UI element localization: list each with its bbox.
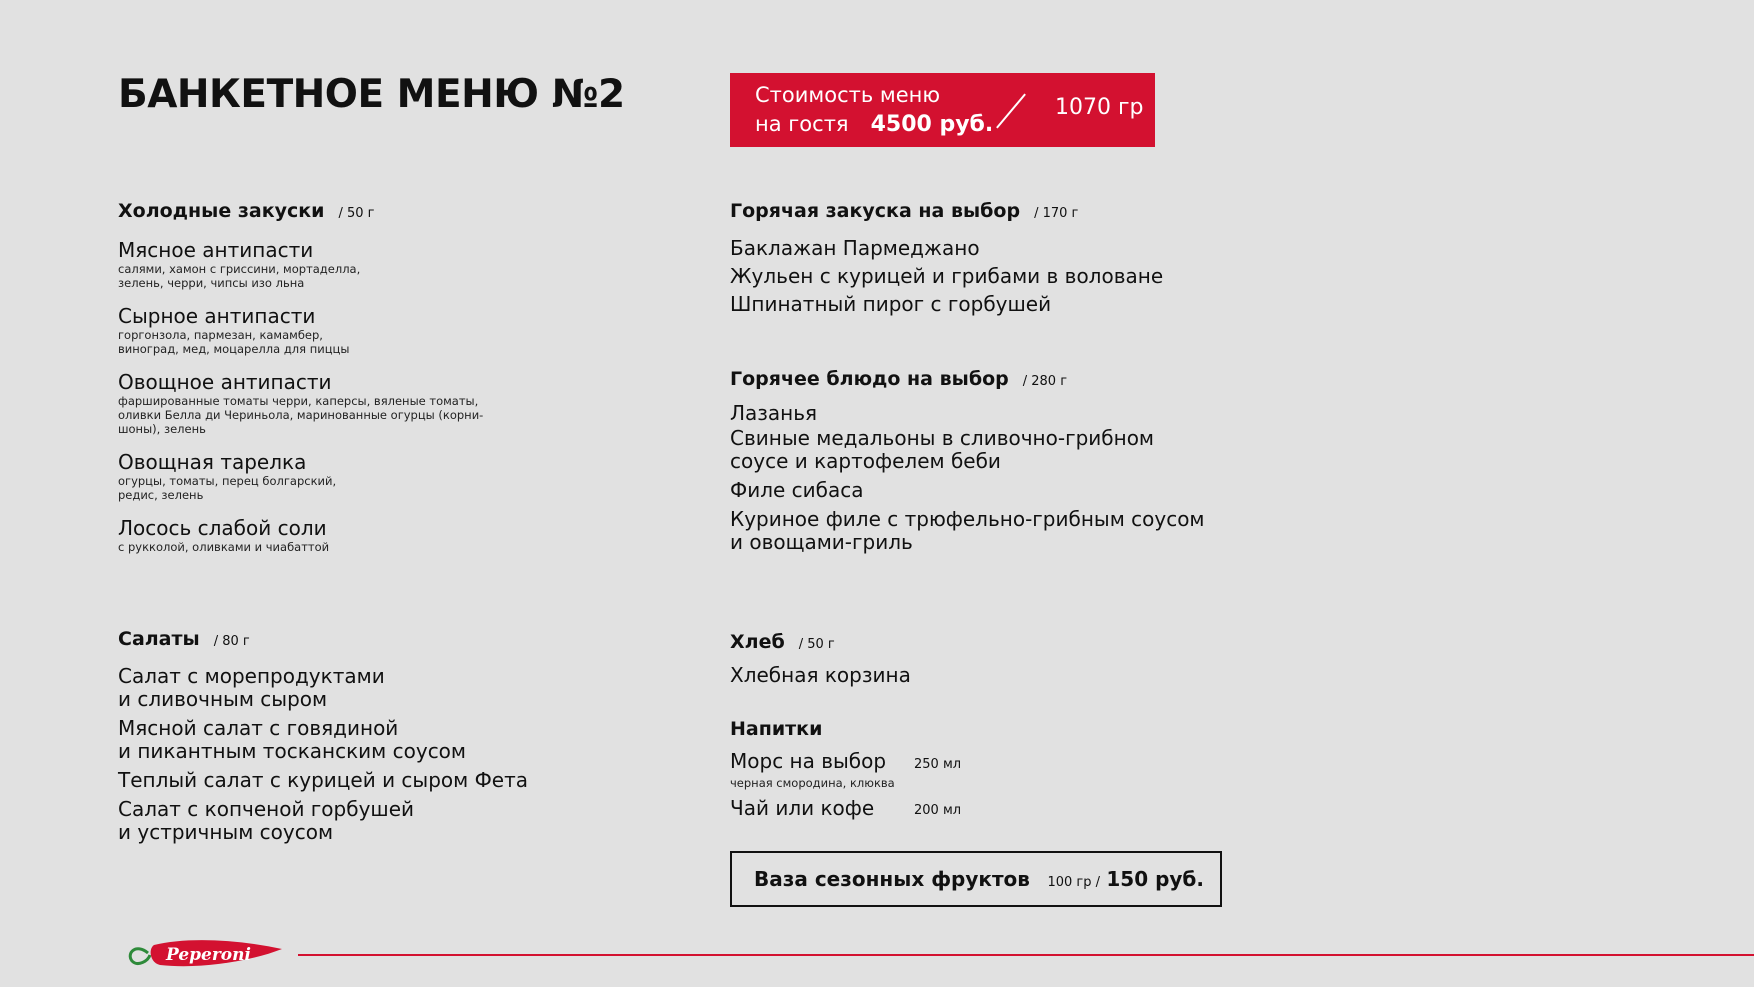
fruit-price [1047, 867, 1204, 891]
item-name: соусе и картофелем беби [730, 449, 1001, 473]
item-desc: зелень, черри, чипсы изо льна [118, 276, 305, 290]
item-name: и пикантным тосканским соусом [118, 739, 467, 763]
item-desc: огурцы, томаты, перец болгарский, [118, 474, 337, 488]
menu-item [118, 305, 349, 356]
item-desc: горгонзола, пармезан, камамбер, [118, 328, 323, 342]
item-name: Овощное антипасти [118, 370, 332, 394]
drink-desc: черная смородина, клюква [730, 776, 895, 790]
price-line1: Стоимость меню [755, 83, 941, 107]
item-name: Сырное антипасти [118, 304, 316, 328]
section-title-text: Горячее блюдо на выбор [730, 368, 1009, 390]
fruit-weight: 100 гр / [1047, 875, 1100, 890]
menu-item [118, 371, 483, 436]
price-line2: на гостя [755, 112, 849, 136]
section-hot-main-title [730, 368, 1067, 390]
item-name: Шпинатный пирог с горбушей [730, 292, 1052, 316]
section-salads-title [118, 628, 250, 650]
menu-item [118, 798, 414, 844]
menu-list [730, 237, 1163, 316]
section-drinks-title: Напитки [730, 718, 823, 740]
item-name: Куриное филе с трюфельно-грибным соусом [730, 507, 1205, 531]
menu-item [730, 427, 1154, 473]
item-name: Лосось слабой соли [118, 516, 327, 540]
item-desc: редис, зелень [118, 488, 204, 502]
fruit-price-amount: 150 руб. [1106, 867, 1204, 891]
item-name: Баклажан Пармеджано [730, 236, 980, 260]
menu-item [730, 402, 817, 425]
item-desc: виноград, мед, моцарелла для пиццы [118, 342, 350, 356]
section-weight: / 280 г [1022, 374, 1068, 389]
section-cold-title [118, 200, 374, 222]
item-name: Овощная тарелка [118, 450, 307, 474]
menu-item [118, 665, 385, 711]
section-title-text: Горячая закуска на выбор [730, 200, 1021, 222]
section-title-text: Салаты [118, 628, 200, 650]
section-title-text: Холодные закуски [118, 200, 325, 222]
menu-item [118, 239, 360, 290]
peperoni-logo [126, 935, 286, 971]
section-title-text: Хлеб [730, 631, 785, 653]
drink-name: Морс на выбор [730, 749, 887, 773]
menu-item [118, 451, 336, 502]
section-weight: / 80 г [213, 634, 250, 649]
item-desc: шоны), зелень [118, 422, 206, 436]
price-weight: 1070 гр [1055, 95, 1144, 120]
page-title: БАНКЕТНОЕ МЕНЮ №2 [118, 72, 625, 117]
item-name: Филе сибаса [730, 478, 864, 502]
item-name: Лазанья [730, 401, 818, 425]
menu-item [730, 508, 1205, 554]
section-weight: / 50 г [798, 637, 835, 652]
item-name: Теплый салат с курицей и сыром Фета [118, 768, 529, 792]
item-name: Салат с морепродуктами [118, 664, 385, 688]
fruit-vase-box [730, 851, 1222, 907]
fruit-name: Ваза сезонных фруктов [754, 867, 1030, 891]
item-name: Свиные медальоны в сливочно-грибном [730, 426, 1155, 450]
section-hot-starter-title [730, 200, 1078, 222]
logo-text: Peperoni [166, 945, 251, 965]
menu-item [730, 479, 864, 502]
item-desc: оливки Белла ди Чериньола, маринованные огурцы (корни- [118, 408, 484, 422]
drink-name: Чай или кофе [730, 796, 875, 820]
item-name: и овощами-гриль [730, 530, 913, 554]
item-desc: салями, хамон с гриссини, мортаделла, [118, 262, 361, 276]
menu-item [118, 769, 528, 792]
drink-volume: 250 мл [914, 757, 962, 772]
slash-divider [996, 94, 1026, 129]
price-label [755, 81, 993, 139]
drink-volume: 200 мл [914, 803, 962, 818]
section-bread-title [730, 631, 835, 653]
item-name: Жульен с курицей и грибами в воловане [730, 264, 1164, 288]
price-amount: 4500 руб. [870, 112, 994, 137]
item-name: Хлебная корзина [730, 663, 911, 687]
item-name: и сливочным сыром [118, 687, 328, 711]
menu-item [118, 517, 329, 554]
price-box [730, 73, 1155, 147]
menu-item [118, 717, 466, 763]
item-name: и устричным соусом [118, 820, 334, 844]
footer-divider [298, 954, 1754, 956]
item-desc: фаршированные томаты черри, каперсы, вяленые томаты, [118, 394, 479, 408]
item-name: Салат с копченой горбушей [118, 797, 415, 821]
item-desc: с рукколой, оливками и чиабаттой [118, 540, 330, 554]
item-name: Мясное антипасти [118, 238, 314, 262]
section-weight: / 50 г [338, 206, 375, 221]
item-name: Мясной салат с говядиной [118, 716, 399, 740]
section-weight: / 170 г [1034, 206, 1079, 221]
